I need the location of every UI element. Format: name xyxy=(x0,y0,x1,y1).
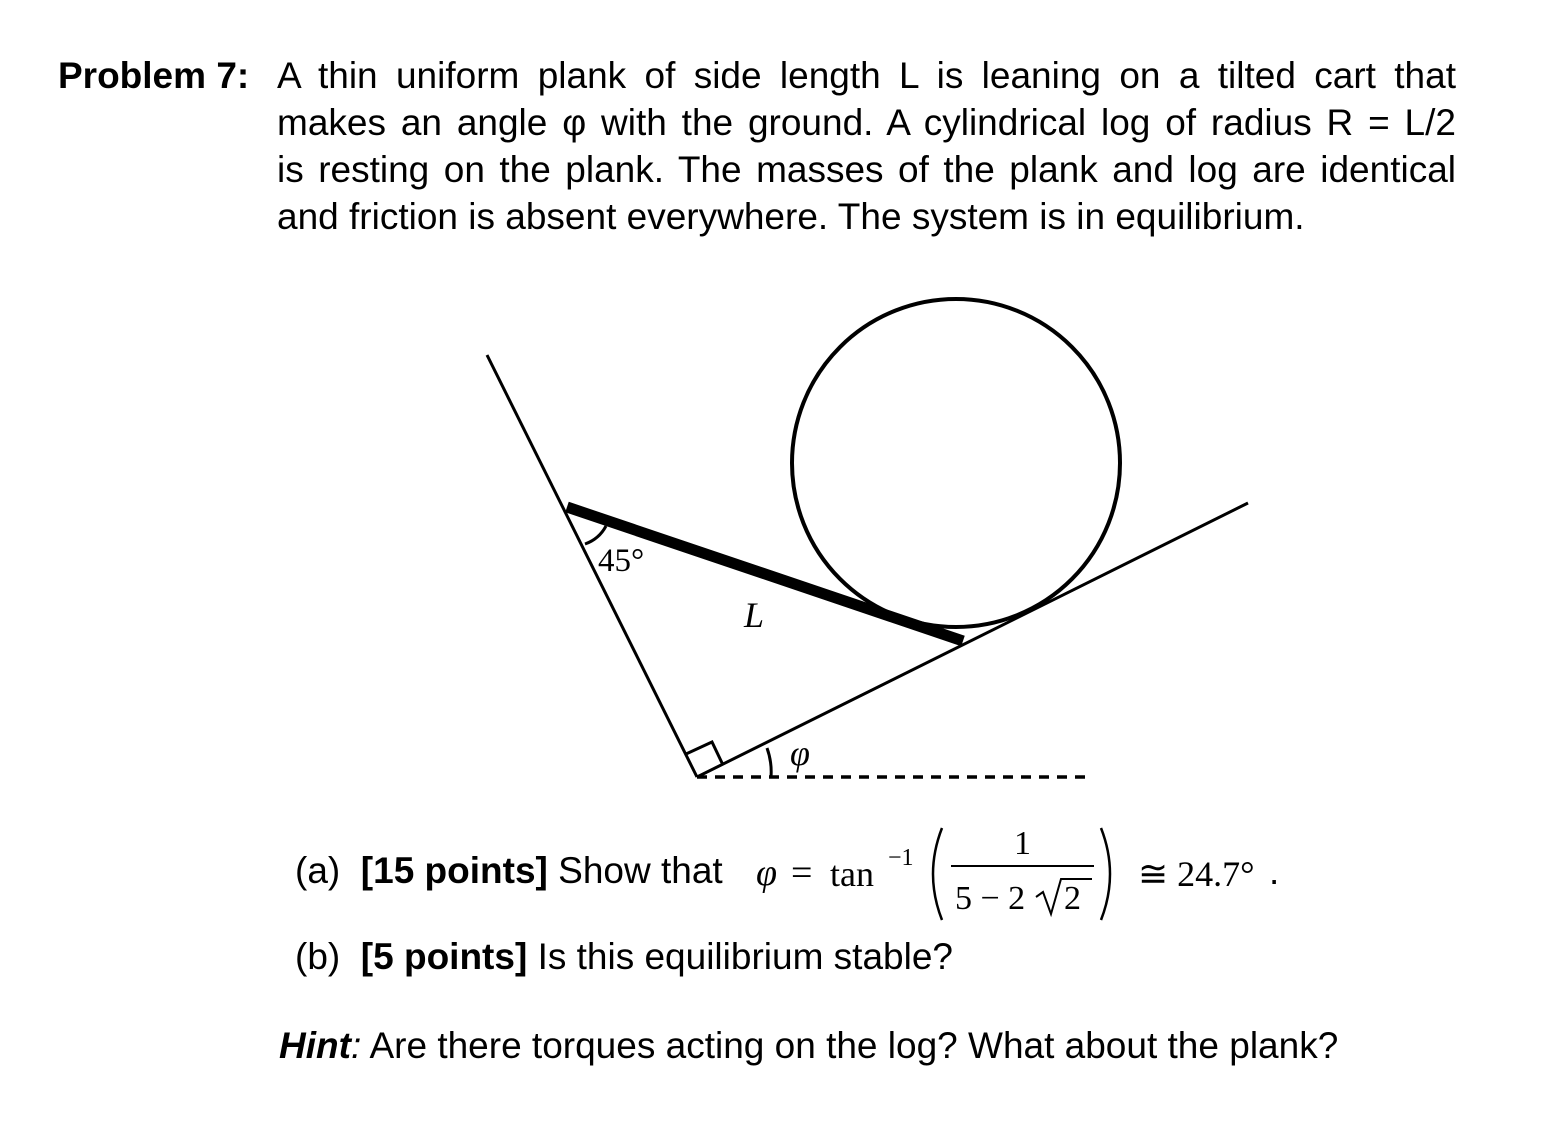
part-a-period: . xyxy=(1269,851,1280,892)
part-a-equals: = xyxy=(791,852,813,894)
part-a-marker: (a) xyxy=(295,850,341,891)
phi-label: φ xyxy=(790,733,810,773)
part-a-points: [15 points] xyxy=(360,850,548,891)
part-b-points: [5 points] xyxy=(360,936,528,977)
fraction-numerator: 1 xyxy=(1014,825,1031,862)
hint-colon: : xyxy=(350,1025,362,1066)
part-a-text: Show that xyxy=(558,850,723,891)
problem-line-3: is resting on the plank. The masses of the plank and log are identical xyxy=(277,149,1456,190)
part-a-approx: ≅ 24.7° xyxy=(1138,854,1255,894)
fraction-denominator: 5 − 2 xyxy=(955,880,1026,917)
problem-line-2: makes an angle φ with the ground. A cylindrical log of radius R = L/2 xyxy=(277,102,1456,143)
cylindrical-log xyxy=(792,299,1120,627)
part-b-marker: (b) xyxy=(295,936,341,977)
part-a xyxy=(295,850,723,892)
problem-line-4: and friction is absent everywhere. The system is in equilibrium. xyxy=(277,196,1305,237)
cart-incline xyxy=(697,503,1248,777)
right-parenthesis xyxy=(1101,828,1110,920)
right-angle-marker xyxy=(686,742,723,765)
left-parenthesis xyxy=(933,828,942,920)
hint-text: Are there torques acting on the log? What about the plank? xyxy=(361,1025,1339,1066)
hint xyxy=(279,1025,1338,1067)
part-a-phi: φ xyxy=(756,852,778,894)
cart-left-side xyxy=(487,355,697,777)
angle-45-arc xyxy=(585,526,606,544)
part-b xyxy=(295,936,953,978)
hint-keyword: Hint xyxy=(279,1025,351,1066)
plank-length-label: L xyxy=(744,595,765,635)
radicand: 2 xyxy=(1064,880,1081,917)
phi-angle-arc xyxy=(767,748,771,777)
problem-line-1: A thin uniform plank of side length L is leaning on a tilted cart that xyxy=(277,55,1456,96)
angle-45-label: 45° xyxy=(598,543,645,579)
part-a-exponent: −1 xyxy=(888,845,914,871)
problem-label: Problem 7: xyxy=(58,55,250,96)
part-b-text: Is this equilibrium stable? xyxy=(537,936,953,977)
part-a-tan: tan xyxy=(830,854,874,894)
